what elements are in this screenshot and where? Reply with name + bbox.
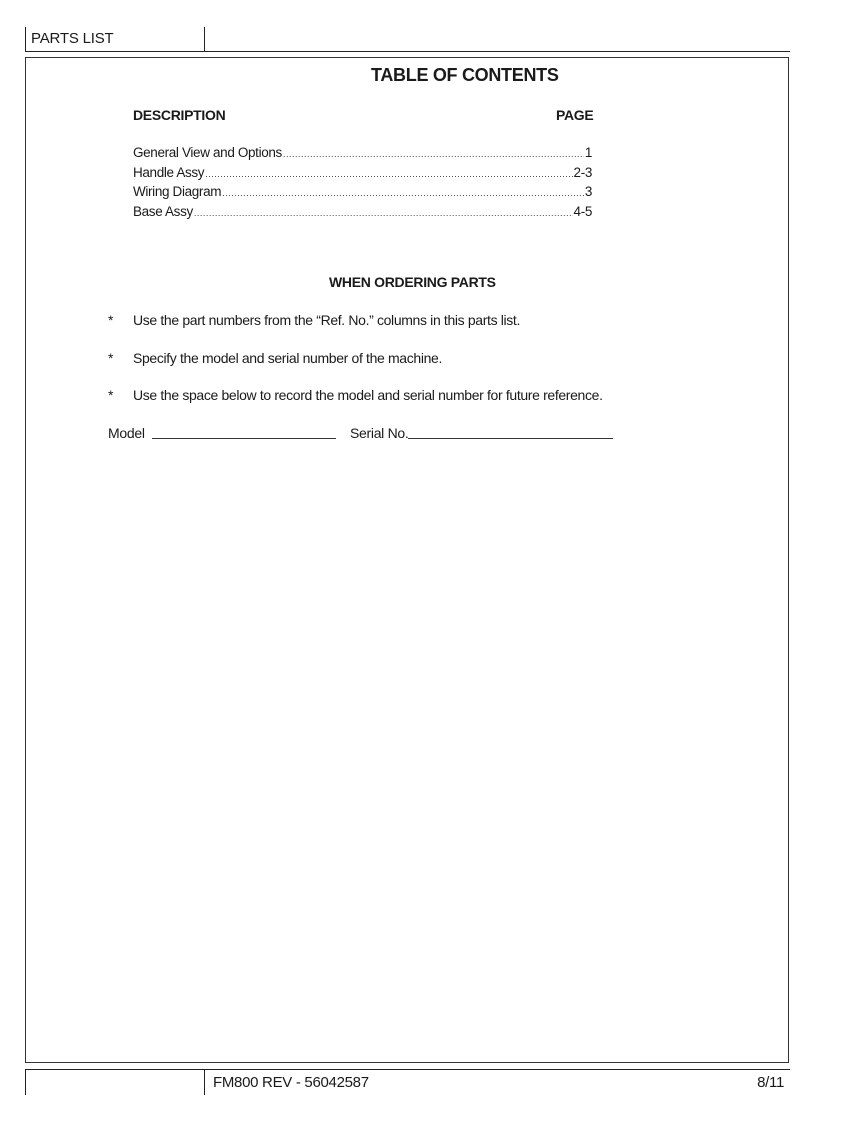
footer-top-rule <box>25 1069 790 1070</box>
bullet-marker: * <box>108 350 114 366</box>
toc-entry-page: 4-5 <box>573 203 592 219</box>
document-id: FM800 REV - 56042587 <box>213 1074 369 1091</box>
toc-entry-page: 3 <box>584 184 592 199</box>
section-label: PARTS LIST <box>31 30 114 47</box>
toc-entry-label: General View and Options <box>133 145 282 160</box>
ordering-instruction: Use the part numbers from the “Ref. No.” columns in this parts list. <box>133 312 521 328</box>
toc-entry-base-assy[interactable] <box>133 203 592 223</box>
toc-entry-label: Base Assy <box>133 203 193 219</box>
toc-entry-handle-assy[interactable] <box>133 164 592 184</box>
toc-dot-leader <box>283 145 584 164</box>
model-label: Model <box>108 425 145 441</box>
toc-title: TABLE OF CONTENTS <box>371 65 559 85</box>
header-divider-rule <box>204 27 205 52</box>
toc-entry-page: 2-3 <box>573 164 592 180</box>
header-left-rule <box>25 27 26 52</box>
serial-label: Serial No. <box>350 425 409 441</box>
toc-list <box>133 144 592 222</box>
ordering-title: WHEN ORDERING PARTS <box>329 274 496 290</box>
toc-entry-wiring-diagram[interactable] <box>133 183 592 203</box>
toc-entry-general-view[interactable] <box>133 144 592 164</box>
footer-divider-rule <box>204 1069 205 1095</box>
footer-left-rule <box>25 1069 26 1095</box>
model-entry-line[interactable] <box>152 438 336 439</box>
toc-dot-leader <box>222 184 584 203</box>
ordering-instruction: Use the space below to record the model and serial number for future reference. <box>133 387 603 403</box>
toc-entry-label: Handle Assy <box>133 164 205 180</box>
page-number: 8/11 <box>757 1074 784 1091</box>
toc-dot-leader <box>194 204 573 223</box>
toc-description-header: DESCRIPTION <box>133 107 226 123</box>
serial-entry-line[interactable] <box>408 438 613 439</box>
toc-entry-label: Wiring Diagram <box>133 184 222 199</box>
header-bottom-rule <box>25 51 790 52</box>
bullet-marker: * <box>108 312 114 328</box>
toc-dot-leader <box>205 165 572 184</box>
toc-entry-page: 1 <box>584 145 592 160</box>
ordering-instruction: Specify the model and serial number of the machine. <box>133 350 442 366</box>
bullet-marker: * <box>108 387 114 403</box>
toc-page-header: PAGE <box>556 107 594 123</box>
